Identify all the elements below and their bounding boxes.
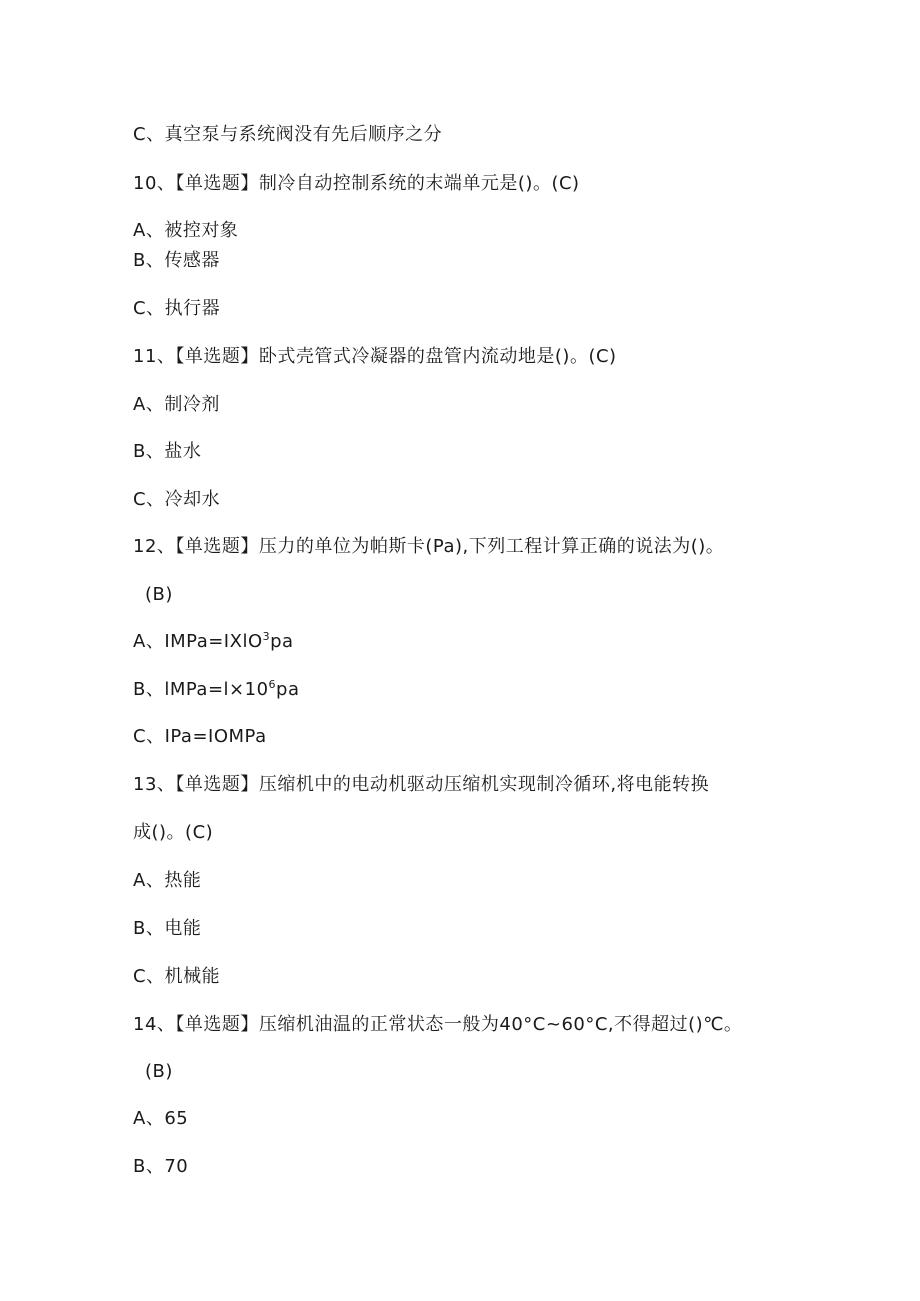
q14-option-a: A、65 — [133, 1108, 189, 1129]
q13-option-c: C、机械能 — [133, 966, 221, 987]
q13-option-b: B、电能 — [133, 918, 202, 939]
q12-option-a-base: A、IMPa=IXlO — [133, 631, 263, 652]
q13-question-continued: 成()。(C) — [133, 822, 214, 843]
q12-question: 12、【单选题】压力的单位为帕斯卡(Pa),下列工程计算正确的说法为()。 — [133, 536, 725, 557]
q10-option-c: C、执行器 — [133, 298, 221, 319]
q12-option-c: C、IPa=IOMPa — [133, 726, 267, 747]
q13-option-a: A、热能 — [133, 870, 202, 891]
q11-option-b: B、盐水 — [133, 441, 202, 462]
q10-option-b: B、传感器 — [133, 250, 220, 271]
q11-question: 11、【单选题】卧式壳管式冷凝器的盘管内流动地是()。(C) — [133, 346, 617, 367]
q12-option-a — [133, 630, 294, 654]
q14-option-b: B、70 — [133, 1156, 189, 1177]
q9-option-c: C、真空泵与系统阀没有先后顺序之分 — [133, 124, 443, 145]
q12-option-b-base: B、lMPa=l×10 — [133, 679, 269, 700]
q14-answer: (B) — [145, 1061, 173, 1082]
q12-option-a-exponent: 3 — [262, 630, 271, 643]
q10-question: 10、【单选题】制冷自动控制系统的末端单元是()。(C) — [133, 173, 580, 194]
q14-question: 14、【单选题】压缩机油温的正常状态一般为40°C~60°C,不得超过()℃。 — [133, 1014, 743, 1035]
q11-option-a: A、制冷剂 — [133, 394, 220, 415]
q12-option-b-unit: pa — [276, 679, 300, 700]
q12-option-a-unit: pa — [270, 631, 294, 652]
q12-option-b-exponent: 6 — [268, 678, 277, 691]
q13-question: 13、【单选题】压缩机中的电动机驱动压缩机实现制冷循环,将电能转换 — [133, 774, 710, 795]
q12-option-b — [133, 678, 300, 702]
q10-option-a: A、被控对象 — [133, 220, 239, 241]
q12-answer: (B) — [145, 584, 173, 605]
q11-option-c: C、冷却水 — [133, 489, 221, 510]
